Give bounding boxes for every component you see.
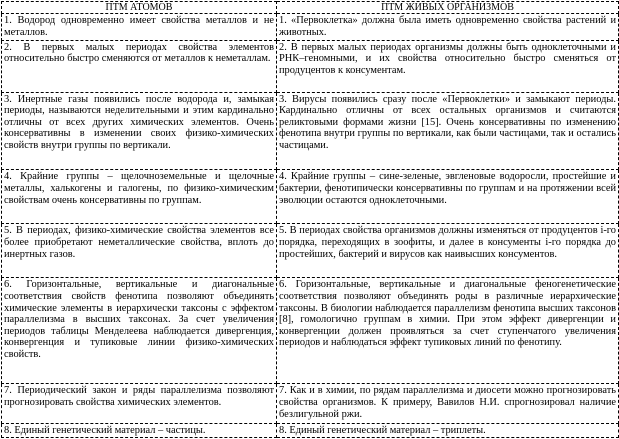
- cell-organisms: 5. В периодах свойства организмов должны изменяться от продуцентов i-го порядка, переходящих в зоофиты, и далее в консументы i-го порядка до простейших, бактерий и вирусов как наивысших консументов.: [277, 224, 619, 278]
- cell-atoms: 5. В периодах, физико-химические свойства элементов все более приобретают неметаллические свойства, вплоть до инертных газов.: [2, 224, 277, 278]
- table-header-row: [2, 2, 619, 14]
- cell-organisms: 4. Крайние группы – сине-зеленые, эвгленовые водоросли, простейшие и бактерии, фенотипически консервативны по группам и на протяжении всей эволюции остаются одноклеточными.: [277, 170, 619, 224]
- cell-organisms: 7. Как и в химии, по рядам параллелизма и диосети можно прогнозировать свойства организмов. К примеру, Вавилов Н.И. спрогнозировал наличие безлигульной ржи.: [277, 384, 619, 423]
- cell-organisms: 2. В первых малых периодах организмы должны быть одноклеточными и РНК–геномными, и их свойства относительно быстро сменяться от продуцентов к консументам.: [277, 40, 619, 92]
- cell-atoms: 4. Крайние группы – щелочноземельные и щелочные металлы, халькогены и галогены, по физико-химическим свойствам очень консервативны по группам.: [2, 170, 277, 224]
- table-row: [2, 384, 619, 423]
- cell-organisms: 8. Единый генетический материал – триплеты.: [277, 423, 619, 437]
- cell-atoms: 1. Водород одновременно имеет свойства металлов и не металлов.: [2, 14, 277, 40]
- table-row: [2, 170, 619, 224]
- cell-organisms: 1. «Первоклетка» должна была иметь одновременно свойства растений и животных.: [277, 14, 619, 40]
- cell-atoms: 6. Горизонтальные, вертикальные и диагональные соответствия свойств фенотипа позволяют объединять химические элементы в иерархически таксоны с эффектом параллелизма в высших таксонах. За счет увеличения периодов таблицы Менделеева наблюдается дивергенция, конвергенция и тупиковые линии физико-химических свойств.: [2, 278, 277, 384]
- table-row: [2, 224, 619, 278]
- table-row: [2, 14, 619, 40]
- comparison-table: [1, 1, 619, 438]
- cell-organisms: 6. Горизонтальные, вертикальные и диагональные феногенетические соответствия позволяют объединять роды в различные иерархические таксоны. В биологии наблюдается параллелизм фенотипа высших таксонов [8], гомологично группам в химии. При этом эффект дивергенции и конвергенции должен проявляться за счет ступенчатого увеличения периодов и наблюдаться эффект тупиковых линий по фенотипу.: [277, 278, 619, 384]
- cell-atoms: 3. Инертные газы появились после водорода и, замыкая периоды, называются неделительными и этим кардинально отличны от всех других химических элементов. Очень консервативны в изменении своих физико-химических свойств внутри группы по вертикали.: [2, 92, 277, 170]
- table-row: [2, 40, 619, 92]
- header-atoms: ПТМ АТОМОВ: [2, 2, 277, 14]
- cell-organisms: 3. Вирусы появились сразу после «Первоклетки» и замыкают периоды. Кардинально отличны от всех остальных организмов и считаются реликтовыми формами жизни [15]. Очень консервативны по изменению фенотипа внутри группы по вертикали, как были частицами, так и остались частицами.: [277, 92, 619, 170]
- header-organisms: ПТМ ЖИВЫХ ОРГАНИЗМОВ: [277, 2, 619, 14]
- table-row: [2, 92, 619, 170]
- table-row: [2, 423, 619, 437]
- cell-atoms: 8. Единый генетический материал – частицы.: [2, 423, 277, 437]
- cell-atoms: 2. В первых малых периодах свойства элементов относительно быстро сменяются от металлов к неметаллам.: [2, 40, 277, 92]
- table-row: [2, 278, 619, 384]
- cell-atoms: 7. Периодический закон и ряды параллелизма позволяют прогнозировать свойства химических элементов.: [2, 384, 277, 423]
